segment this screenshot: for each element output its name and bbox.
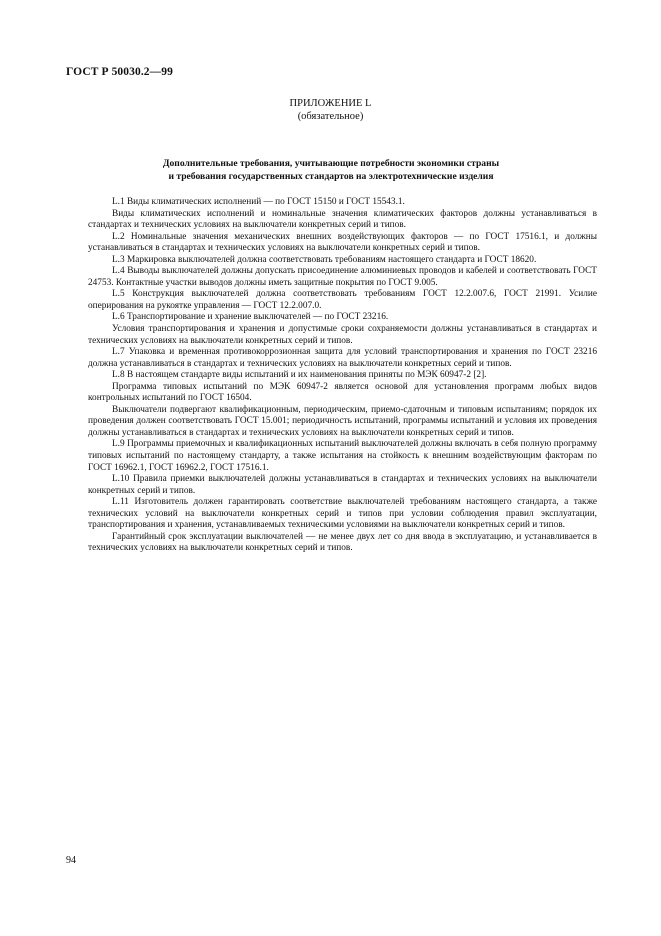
section-heading-line-2: и требования государственных стандартов на электротехнические изделия	[168, 170, 494, 182]
paragraph-l2: L.2 Номинальные значения механических внешних воздействующих факторов — по ГОСТ 17516.1, и должны устанавливаться в стандартах и технических условиях на выключатели конкретных серий и типов.	[88, 231, 597, 254]
standard-code-header: ГОСТ Р 50030.2—99	[66, 66, 173, 78]
paragraph-test-types: Выключатели подвергают квалификационным, периодическим, приемо-сдаточным и типовым испытаниям; порядок их проведения должен соответствовать ГОСТ 15.001; периодичность испытаний, программы испытаний и условия их проведения должны устанавливаться в стандартах и технических условиях на выключатели конкретных серий и типов.	[88, 404, 597, 438]
paragraph-l11: L.11 Изготовитель должен гарантировать соответствие выключателей требованиям настоящего стандарта, а также технических условий на выключатели конкретных серий и типов при условии соблюдения правил эксплуатации, транспортирования и хранения, устанавливаемых техническими условиями на выключатели конкретных серий и типов.	[88, 497, 597, 531]
section-heading-line-1: Дополнительные требования, учитывающие потребности экономики страны	[162, 158, 500, 169]
paragraph-l3: L.3 Маркировка выключателей должна соответствовать требованиям настоящего стандарта и ГОСТ 18620.	[112, 254, 537, 265]
paragraph-l9: L.9 Программы приемочных и квалификационных испытаний выключателей должны включать в себя полную программу типовых испытаний по настоящему стандарту, а также испытания на стойкость к внешним воздействующим факторам по ГОСТ 16962.1, ГОСТ 16962.2, ГОСТ 17516.1.	[88, 439, 597, 473]
paragraph-l8: L.8 В настоящем стандарте виды испытаний и их наименования приняты по МЭК 60947-2 [2].	[112, 370, 487, 381]
paragraph-l7: L.7 Упаковка и временная противокоррозионная защита для условий транспортирования и хранения по ГОСТ 23216 должна устанавливаться в стандартах и технических условиях на выключатели конкретных серий и типов.	[88, 347, 597, 369]
paragraph-warranty: Гарантийный срок эксплуатации выключателей — не менее двух лет со дня ввода в эксплуатацию, и устанавливается в технических условиях на выключатели конкретных серий и типов.	[88, 531, 597, 554]
paragraph-l1: L.1 Виды климатических исполнений — по ГОСТ 15150 и ГОСТ 15543.1.	[112, 197, 405, 207]
paragraph-l6: L.6 Транспортирование и хранение выключателей — по ГОСТ 23216.	[112, 312, 389, 323]
paragraph-climate: Виды климатических исполнений и номинальные значения климатических факторов должны устанавливаться в стандартах и технических условиях на выключатели конкретных серий и типов.	[88, 208, 597, 231]
paragraph-l5: L.5 Конструкция выключателей должна соответствовать требованиям ГОСТ 12.2.007.6, ГОСТ 21991. Усилие оперирования на рукоятке управления — ГОСТ 12.2.007.0.	[88, 289, 597, 311]
appendix-label: ПРИЛОЖЕНИЕ L	[289, 98, 372, 109]
paragraph-storage: Условия транспортирования и хранения и допустимые сроки сохраняемости должны устанавливаться в стандартах и технических условиях на выключатели конкретных серий и типов.	[88, 324, 597, 346]
appendix-title	[0, 97, 661, 123]
paragraph-l4: L.4 Выводы выключателей должны допускать присоединение алюминиевых проводов и кабелей и соответствовать ГОСТ 24753. Контактные участки выводов должны иметь защитные покрытия по ГОСТ 9.005.	[88, 266, 597, 288]
section-heading	[66, 158, 596, 183]
appendix-status: (обязательное)	[297, 111, 364, 122]
paragraph-test-program: Программа типовых испытаний по МЭК 60947-2 является основой для установления программ любых видов контрольных испытаний по ГОСТ 16504.	[88, 381, 597, 404]
body-text	[88, 197, 597, 555]
page-number: 94	[66, 855, 76, 866]
paragraph-l10: L.10 Правила приемки выключателей должны устанавливаться в стандартах и технических условиях на выключатели конкретных серий и типов.	[88, 474, 597, 496]
